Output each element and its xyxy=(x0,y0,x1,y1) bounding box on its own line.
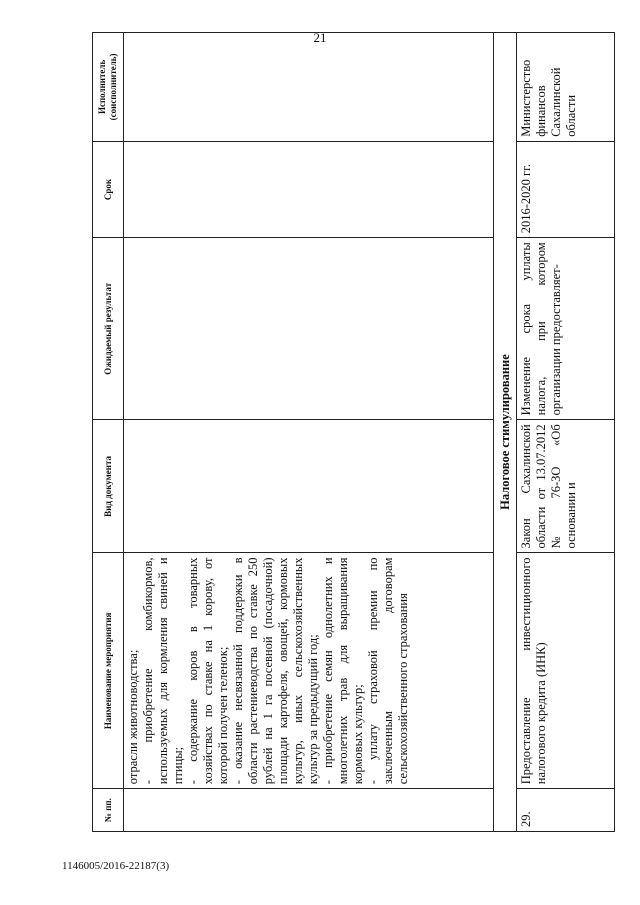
row-29-num: 29. xyxy=(517,789,615,832)
header-doc: Вид документа xyxy=(93,420,124,553)
row-29-executor: Министерство финансов Сахалинской области xyxy=(517,33,615,142)
row-cont-name-text xyxy=(126,557,411,784)
row-29-doc: Закон Сахалинской области от 13.07.2012 № 76-ЗО «Об основании и xyxy=(517,420,615,553)
row-cont-doc xyxy=(124,420,494,553)
header-result: Ожидаемый результат xyxy=(93,238,124,420)
row-cont-name-line: - приобретение комбикормов, используемых для кормления свиней и птицы; xyxy=(141,557,185,785)
row-29-result: Изменение срока уплаты налога, при котором организации предоставляет- xyxy=(517,238,615,420)
table-header-row xyxy=(93,33,124,832)
measures-table xyxy=(92,32,615,832)
section-row xyxy=(494,33,517,832)
row-cont-result xyxy=(124,238,494,420)
row-cont-name-line: - приобретение семян однолетних и многолетних трав для выращивания кормовых культур; xyxy=(321,557,365,785)
row-cont-name xyxy=(124,553,494,789)
page-number: 21 xyxy=(313,30,327,45)
footer-code: 1146005/2016-22187(3) xyxy=(62,860,170,872)
row-29-term: 2016-2020 гг. xyxy=(517,141,615,238)
row-cont-executor xyxy=(124,33,494,142)
section-title: Налоговое стимулирование xyxy=(494,33,517,832)
row-29-name: Предоставление инвестиционного налогового кредита (ИНК) xyxy=(517,553,615,789)
header-name: Наименование мероприятия xyxy=(93,553,124,789)
table-row xyxy=(517,33,615,832)
header-executor: Исполнитель (соисполнитель) xyxy=(93,33,124,142)
header-term: Срок xyxy=(93,141,124,238)
row-cont-name-line: - оказание несвязанной поддержки в области растениеводства по ставке 250 рублей на 1 га посевной (посадочной) площади картофеля, овощей, кормовых культур, иных сельскохозяйственных культур за предыдущий год; xyxy=(231,557,320,785)
table-row xyxy=(124,33,494,832)
row-cont-name-line: - уплату страховой премии по заключенным договорам сельскохозяйственного страхования xyxy=(366,557,410,785)
row-cont-num xyxy=(124,789,494,832)
row-cont-name-line: - содержание коров в товарных хозяйствах по ставке на 1 корову, от которой получен теленок; xyxy=(186,557,230,785)
header-num: № пп. xyxy=(93,789,124,832)
table-frame xyxy=(92,32,612,832)
row-cont-term xyxy=(124,141,494,238)
row-cont-name-line: отрасли животноводства; xyxy=(126,649,140,785)
